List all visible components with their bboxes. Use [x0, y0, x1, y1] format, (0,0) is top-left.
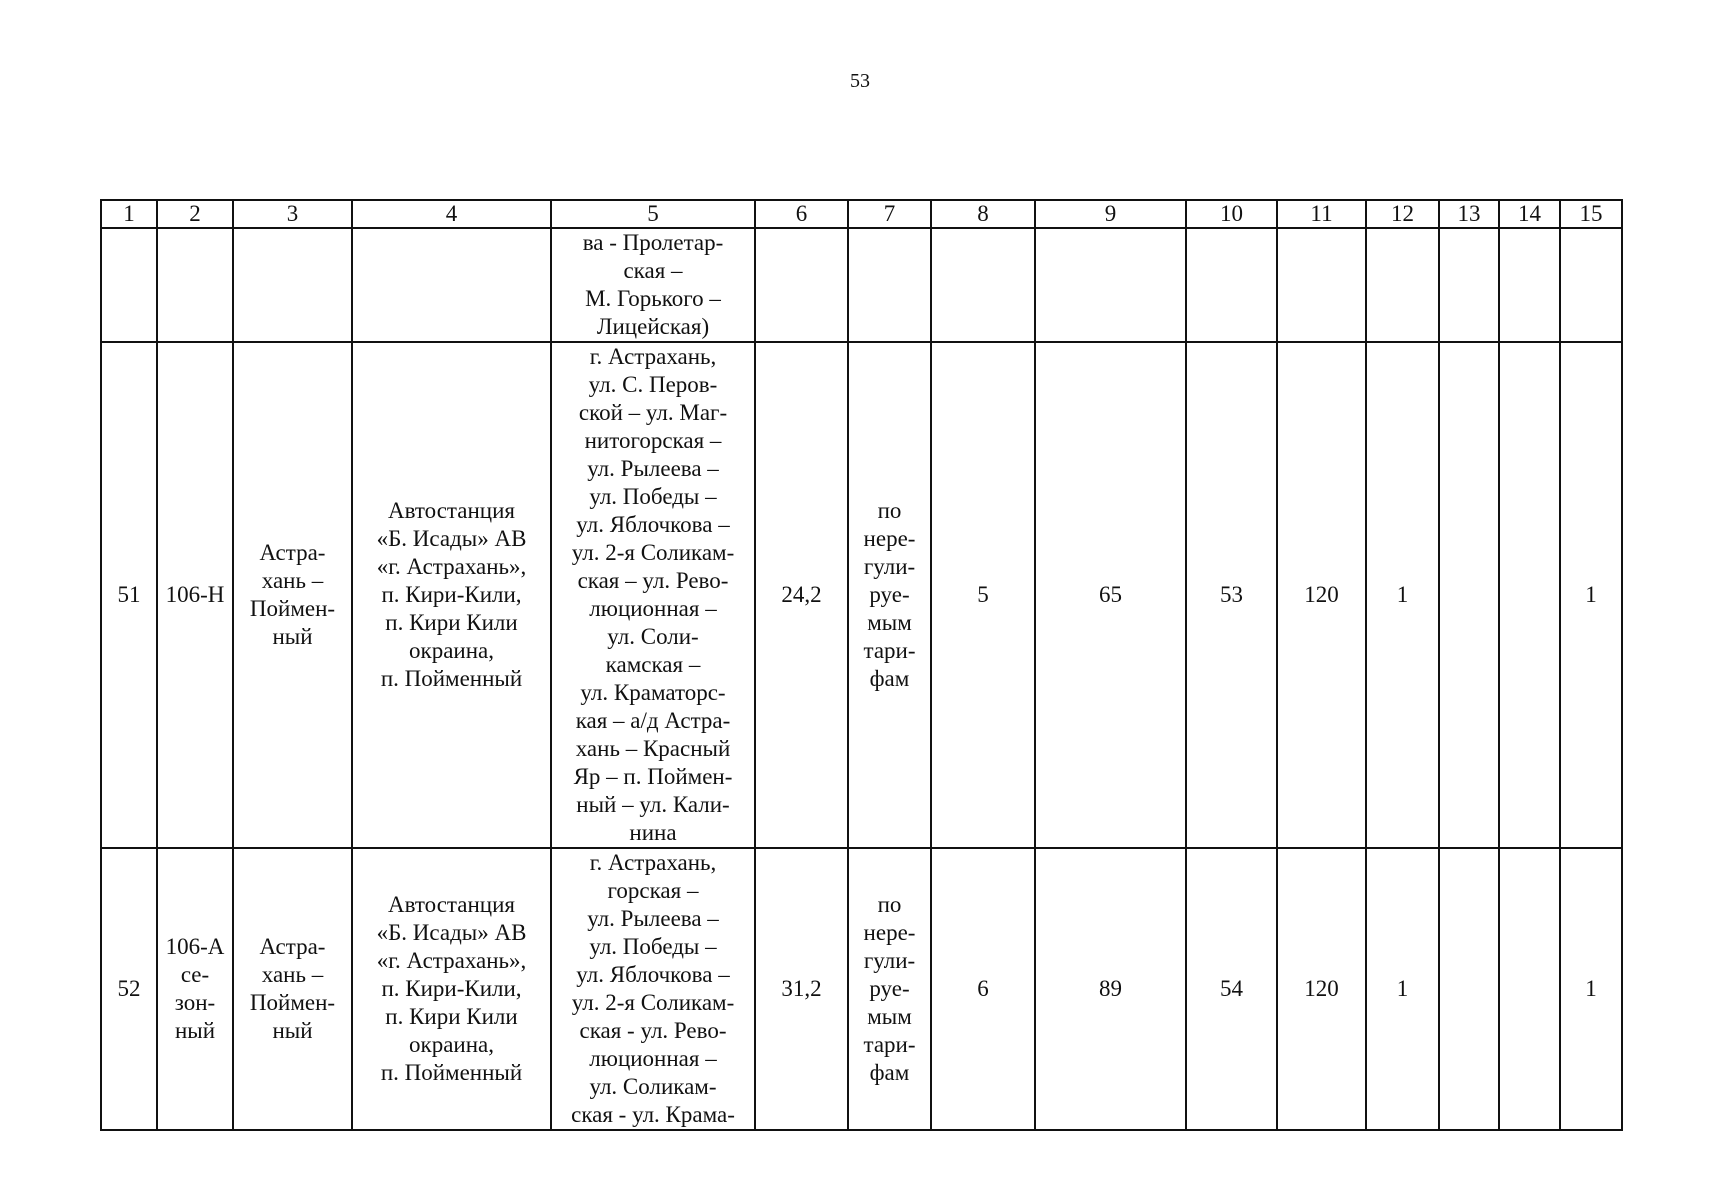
- table-row: [101, 848, 1622, 1130]
- column-number: 13: [1439, 200, 1499, 228]
- table-cell: 89: [1035, 848, 1186, 1130]
- table-cell: 1: [1560, 342, 1622, 848]
- column-number: 7: [848, 200, 931, 228]
- table-cell: [1186, 228, 1277, 342]
- length-cell: 31,2: [755, 848, 848, 1130]
- table-cell: [1499, 228, 1560, 342]
- table-cell: 120: [1277, 342, 1366, 848]
- table-cell: 54: [1186, 848, 1277, 1130]
- column-number: 3: [233, 200, 352, 228]
- table-cell: [1439, 342, 1499, 848]
- length-cell: 24,2: [755, 342, 848, 848]
- column-number: 11: [1277, 200, 1366, 228]
- column-number-row: [101, 200, 1622, 228]
- table-cell: 65: [1035, 342, 1186, 848]
- column-number: 9: [1035, 200, 1186, 228]
- table-cell: [1499, 848, 1560, 1130]
- route-code-cell: 106-А се- зон- ный: [157, 848, 233, 1130]
- route-code-cell: 106-Н: [157, 342, 233, 848]
- row-number-cell: 52: [101, 848, 157, 1130]
- route-path-cell: г. Астрахань, ул. С. Перов- ской – ул. Маг- нитогорская – ул. Рылеева – ул. Победы – ул. Яблочкова – ул. 2-я Соликам- ская – ул. Рево- люционная – ул. Соли- камская – ул. Краматорс- кая – а/д Астра- хань – Красный Яр – п. Поймен- ный – ул. Кали- нина: [551, 342, 755, 848]
- table-cell: 53: [1186, 342, 1277, 848]
- table-cell: [101, 228, 157, 342]
- column-number: 10: [1186, 200, 1277, 228]
- column-number: 2: [157, 200, 233, 228]
- table-cell: [931, 228, 1035, 342]
- column-number: 1: [101, 200, 157, 228]
- table-cell: 1: [1560, 848, 1622, 1130]
- table-cell: [1560, 228, 1622, 342]
- table-cell: 120: [1277, 848, 1366, 1130]
- table-cell: 1: [1366, 342, 1439, 848]
- column-number: 14: [1499, 200, 1560, 228]
- table-cell: [352, 228, 551, 342]
- stops-cell: Автостанция «Б. Исады» АВ «г. Астрахань», п. Кири-Кили, п. Кири Кили окраина, п. Пойменный: [352, 848, 551, 1130]
- route-name-cell: Астра- хань – Поймен- ный: [233, 342, 352, 848]
- table-cell: 6: [931, 848, 1035, 1130]
- table-row: [101, 342, 1622, 848]
- route-path-cell: ва - Пролетар- ская – М. Горького – Лицейская): [551, 228, 755, 342]
- page-number: 53: [850, 70, 870, 92]
- table-cell: [1499, 342, 1560, 848]
- route-registry-table: [100, 199, 1623, 1131]
- column-number: 12: [1366, 200, 1439, 228]
- table-row-continuation: [101, 228, 1622, 342]
- tariff-cell: по нере- гули- руе- мым тари- фам: [848, 342, 931, 848]
- column-number: 8: [931, 200, 1035, 228]
- column-number: 5: [551, 200, 755, 228]
- table-cell: 1: [1366, 848, 1439, 1130]
- table-cell: [157, 228, 233, 342]
- table-cell: [1366, 228, 1439, 342]
- table-cell: [755, 228, 848, 342]
- column-number: 6: [755, 200, 848, 228]
- column-number: 15: [1560, 200, 1622, 228]
- row-number-cell: 51: [101, 342, 157, 848]
- table-cell: [1277, 228, 1366, 342]
- table-cell: [1439, 228, 1499, 342]
- tariff-cell: по нере- гули- руе- мым тари- фам: [848, 848, 931, 1130]
- table-cell: [848, 228, 931, 342]
- table-cell: [1439, 848, 1499, 1130]
- route-path-cell: г. Астрахань, горская – ул. Рылеева – ул. Победы – ул. Яблочкова – ул. 2-я Соликам- ская - ул. Рево- люционная – ул. Соликам- ская - ул. Крама-: [551, 848, 755, 1130]
- table-cell: [1035, 228, 1186, 342]
- table-cell: [233, 228, 352, 342]
- column-number: 4: [352, 200, 551, 228]
- route-name-cell: Астра- хань – Поймен- ный: [233, 848, 352, 1130]
- stops-cell: Автостанция «Б. Исады» АВ «г. Астрахань», п. Кири-Кили, п. Кири Кили окраина, п. Пойменный: [352, 342, 551, 848]
- table-cell: 5: [931, 342, 1035, 848]
